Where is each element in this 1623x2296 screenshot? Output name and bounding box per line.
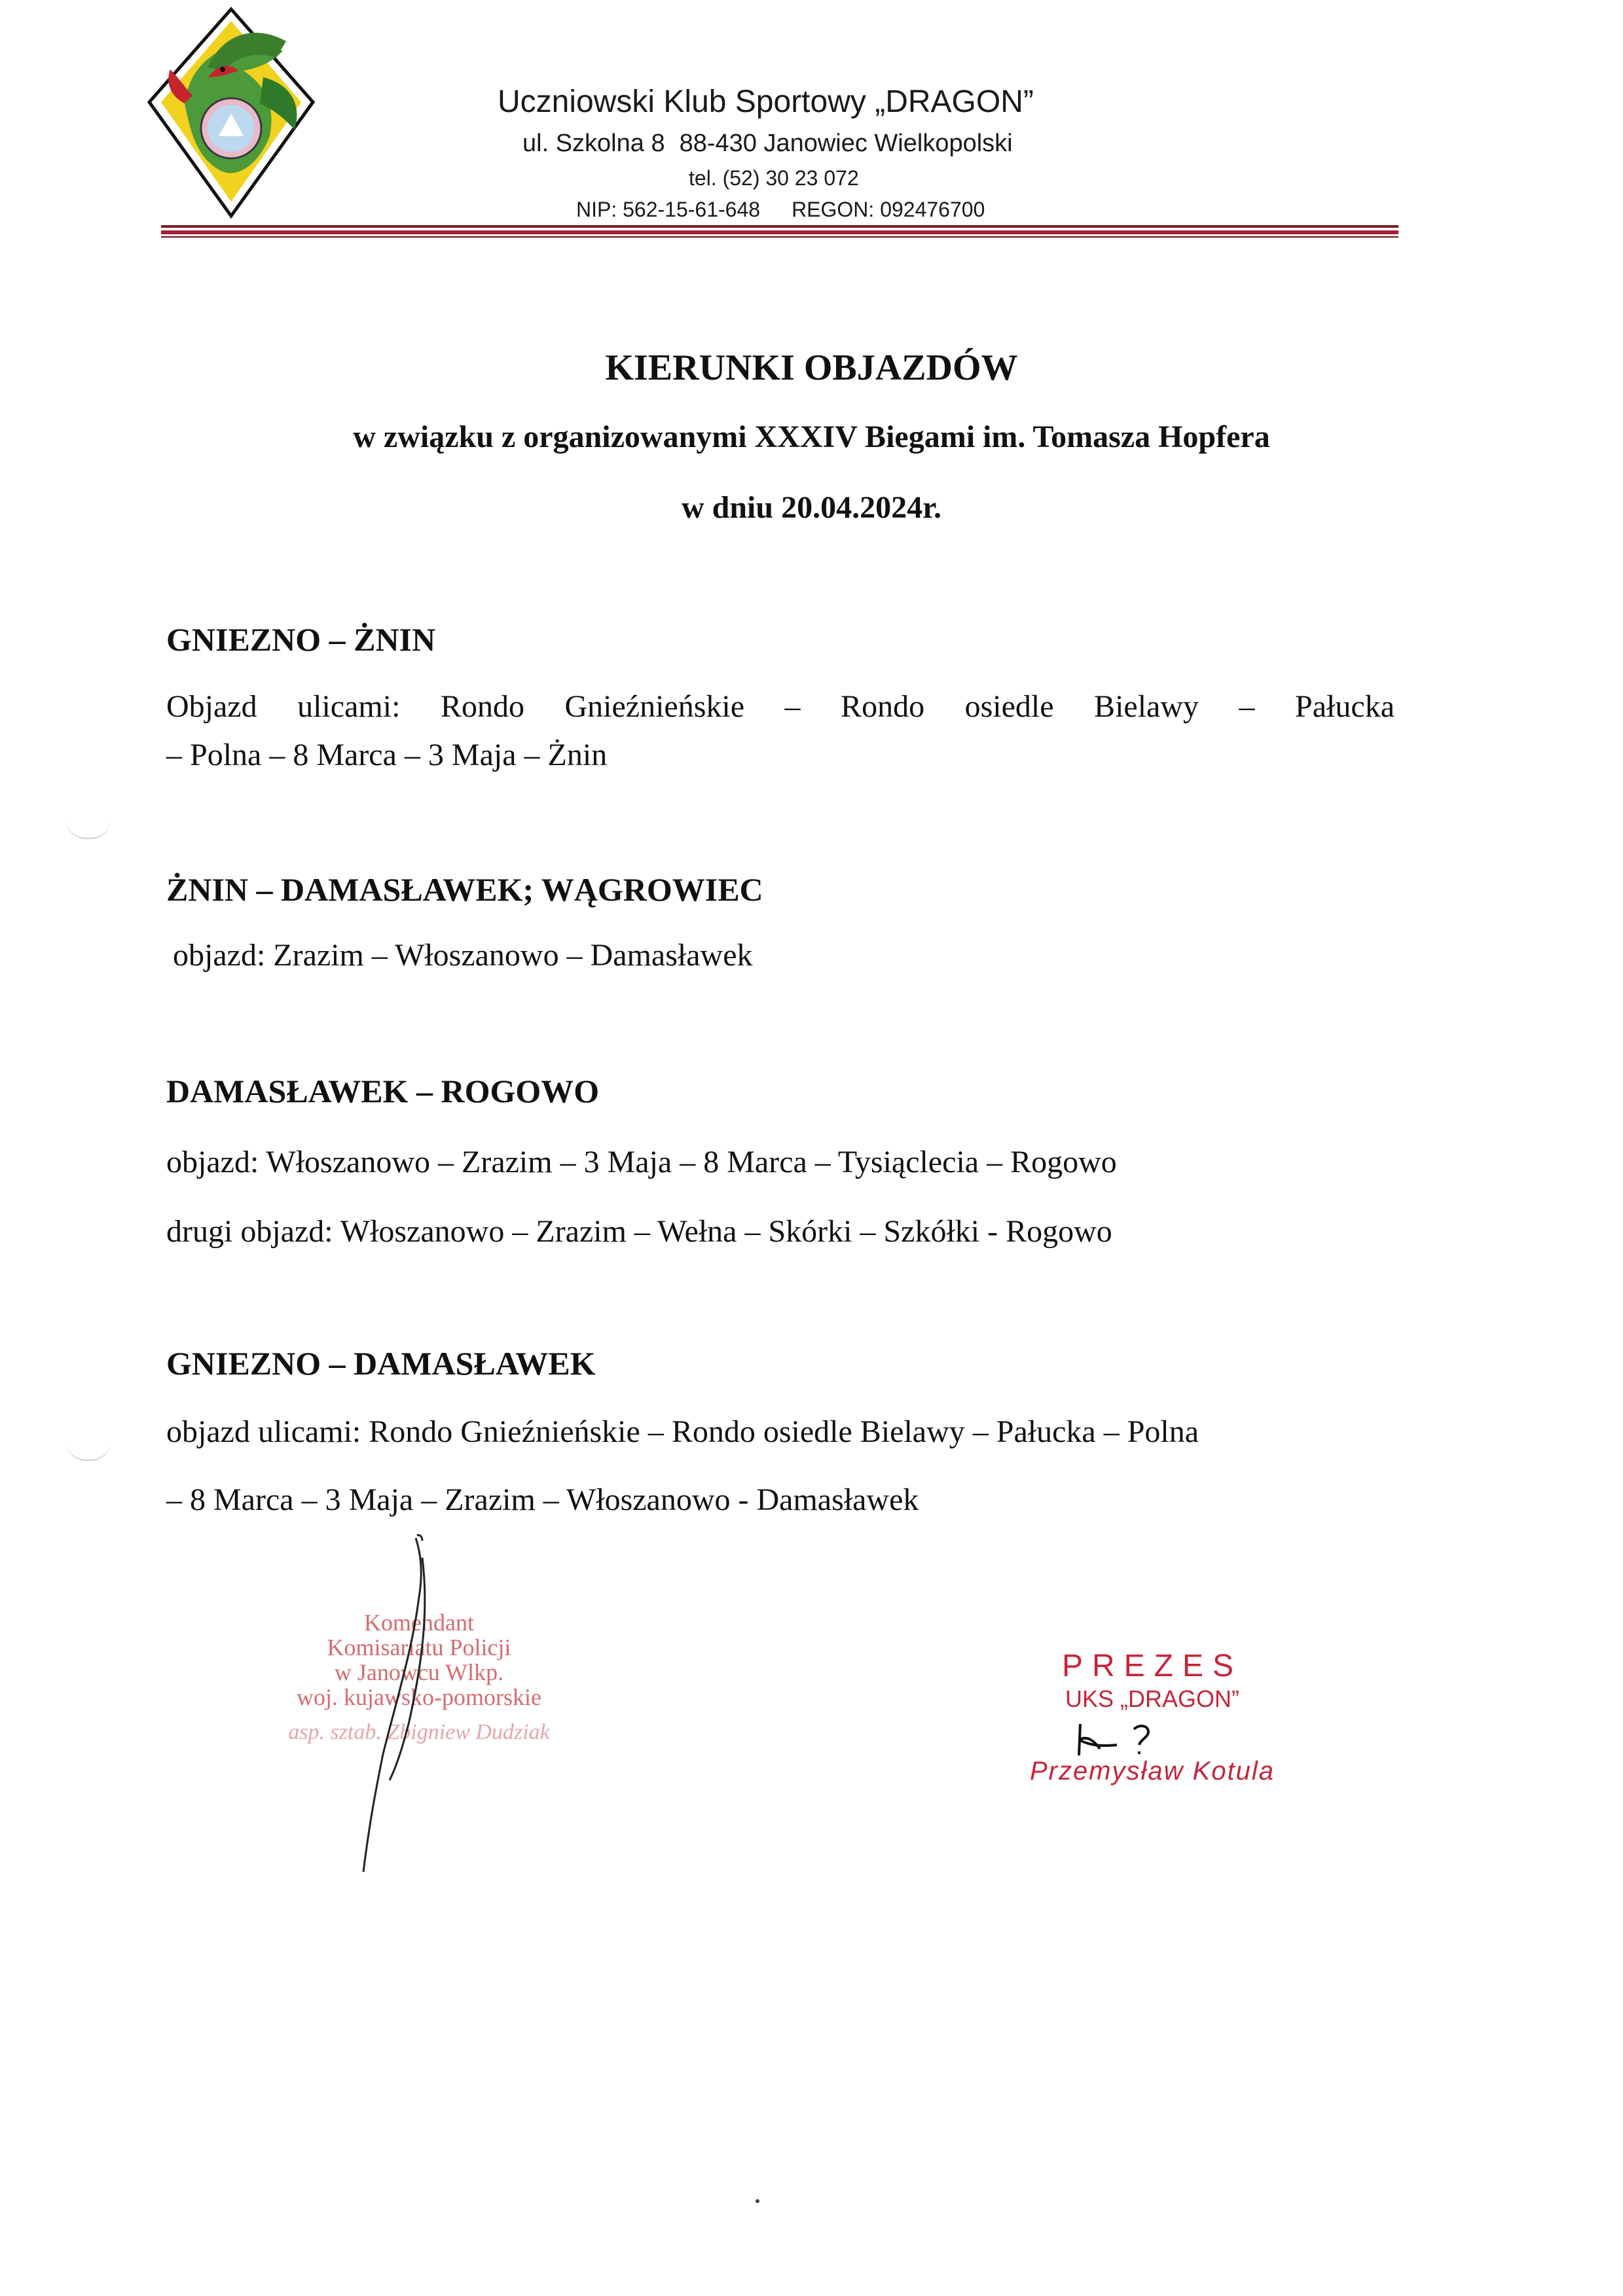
dragon-logo-icon	[145, 5, 317, 223]
organization-ids	[576, 198, 1165, 222]
scan-mark	[65, 1440, 111, 1461]
letterhead-divider	[161, 236, 1398, 238]
stamp-line: Komendant	[364, 1609, 474, 1636]
stamp-line: asp. sztab. Zbigniew Dudziak	[288, 1720, 550, 1744]
stamp-line: Komisariatu Policji	[327, 1634, 511, 1660]
letterhead-divider	[161, 225, 1398, 228]
president-stamp	[982, 1648, 1322, 1787]
section-heading: GNIEZNO – DAMASŁAWEK	[166, 1345, 596, 1382]
detour-route-line: objazd: Włoszanowo – Zrazim – 3 Maja – 8 Marca – Tysiąclecia – Rogowo	[166, 1145, 1117, 1179]
nip-number: NIP: 562-15-61-648	[576, 198, 761, 221]
president-title: PREZES	[1061, 1649, 1243, 1683]
handwritten-initials-icon	[1071, 1720, 1163, 1759]
detour-route-line: – Polna – 8 Marca – 3 Maja – Żnin	[166, 738, 608, 772]
detour-route-line: – 8 Marca – 3 Maja – Zrazim – Włoszanowo - Damasławek	[166, 1482, 919, 1517]
section-heading: ŻNIN – DAMASŁAWEK; WĄGROWIEC	[166, 871, 763, 908]
document-title: KIERUNKI OBJAZDÓW	[605, 348, 1018, 388]
section-heading: GNIEZNO – ŻNIN	[166, 621, 436, 658]
handwritten-signature-icon	[324, 1532, 455, 1878]
president-name: Przemysław Kotula	[1029, 1757, 1275, 1785]
letterhead-divider	[161, 230, 1398, 234]
detour-route-line: drugi objazd: Włoszanowo – Zrazim – Wełna – Skórki – Szkółki - Rogowo	[166, 1214, 1112, 1249]
street: ul. Szkolna 8	[522, 130, 665, 157]
detour-route-line: Objazd ulicami: Rondo Gnieźnieńskie – Rondo osiedle Bielawy – Pałucka	[166, 689, 1395, 724]
president-organization: UKS „DRAGON”	[1065, 1685, 1239, 1712]
postal-city: 88-430 Janowiec Wielkopolski	[679, 130, 1013, 157]
detour-route-line: objazd ulicami: Rondo Gnieźnieńskie – Rondo osiedle Bielawy – Pałucka – Polna	[166, 1414, 1199, 1449]
regon-number: REGON: 092476700	[792, 198, 985, 221]
document-subtitle: w związku z organizowanymi XXXIV Biegami im. Tomasza Hopfera	[353, 420, 1270, 454]
organization-name: Uczniowski Klub Sportowy „DRAGON”	[498, 84, 1034, 119]
scan-mark	[65, 818, 111, 839]
stamp-line: w Janowcu Wlkp.	[334, 1659, 504, 1685]
section-heading: DAMASŁAWEK – ROGOWO	[166, 1073, 600, 1109]
detour-route-line: objazd: Zrazim – Włoszanowo – Damasławek	[173, 938, 753, 973]
document-date: w dniu 20.04.2024r.	[682, 490, 941, 525]
organization-address	[522, 130, 1112, 158]
organization-phone: tel. (52) 30 23 072	[689, 166, 859, 190]
scan-dot	[756, 2199, 759, 2203]
stamp-line: woj. kujawsko-pomorskie	[297, 1684, 541, 1710]
